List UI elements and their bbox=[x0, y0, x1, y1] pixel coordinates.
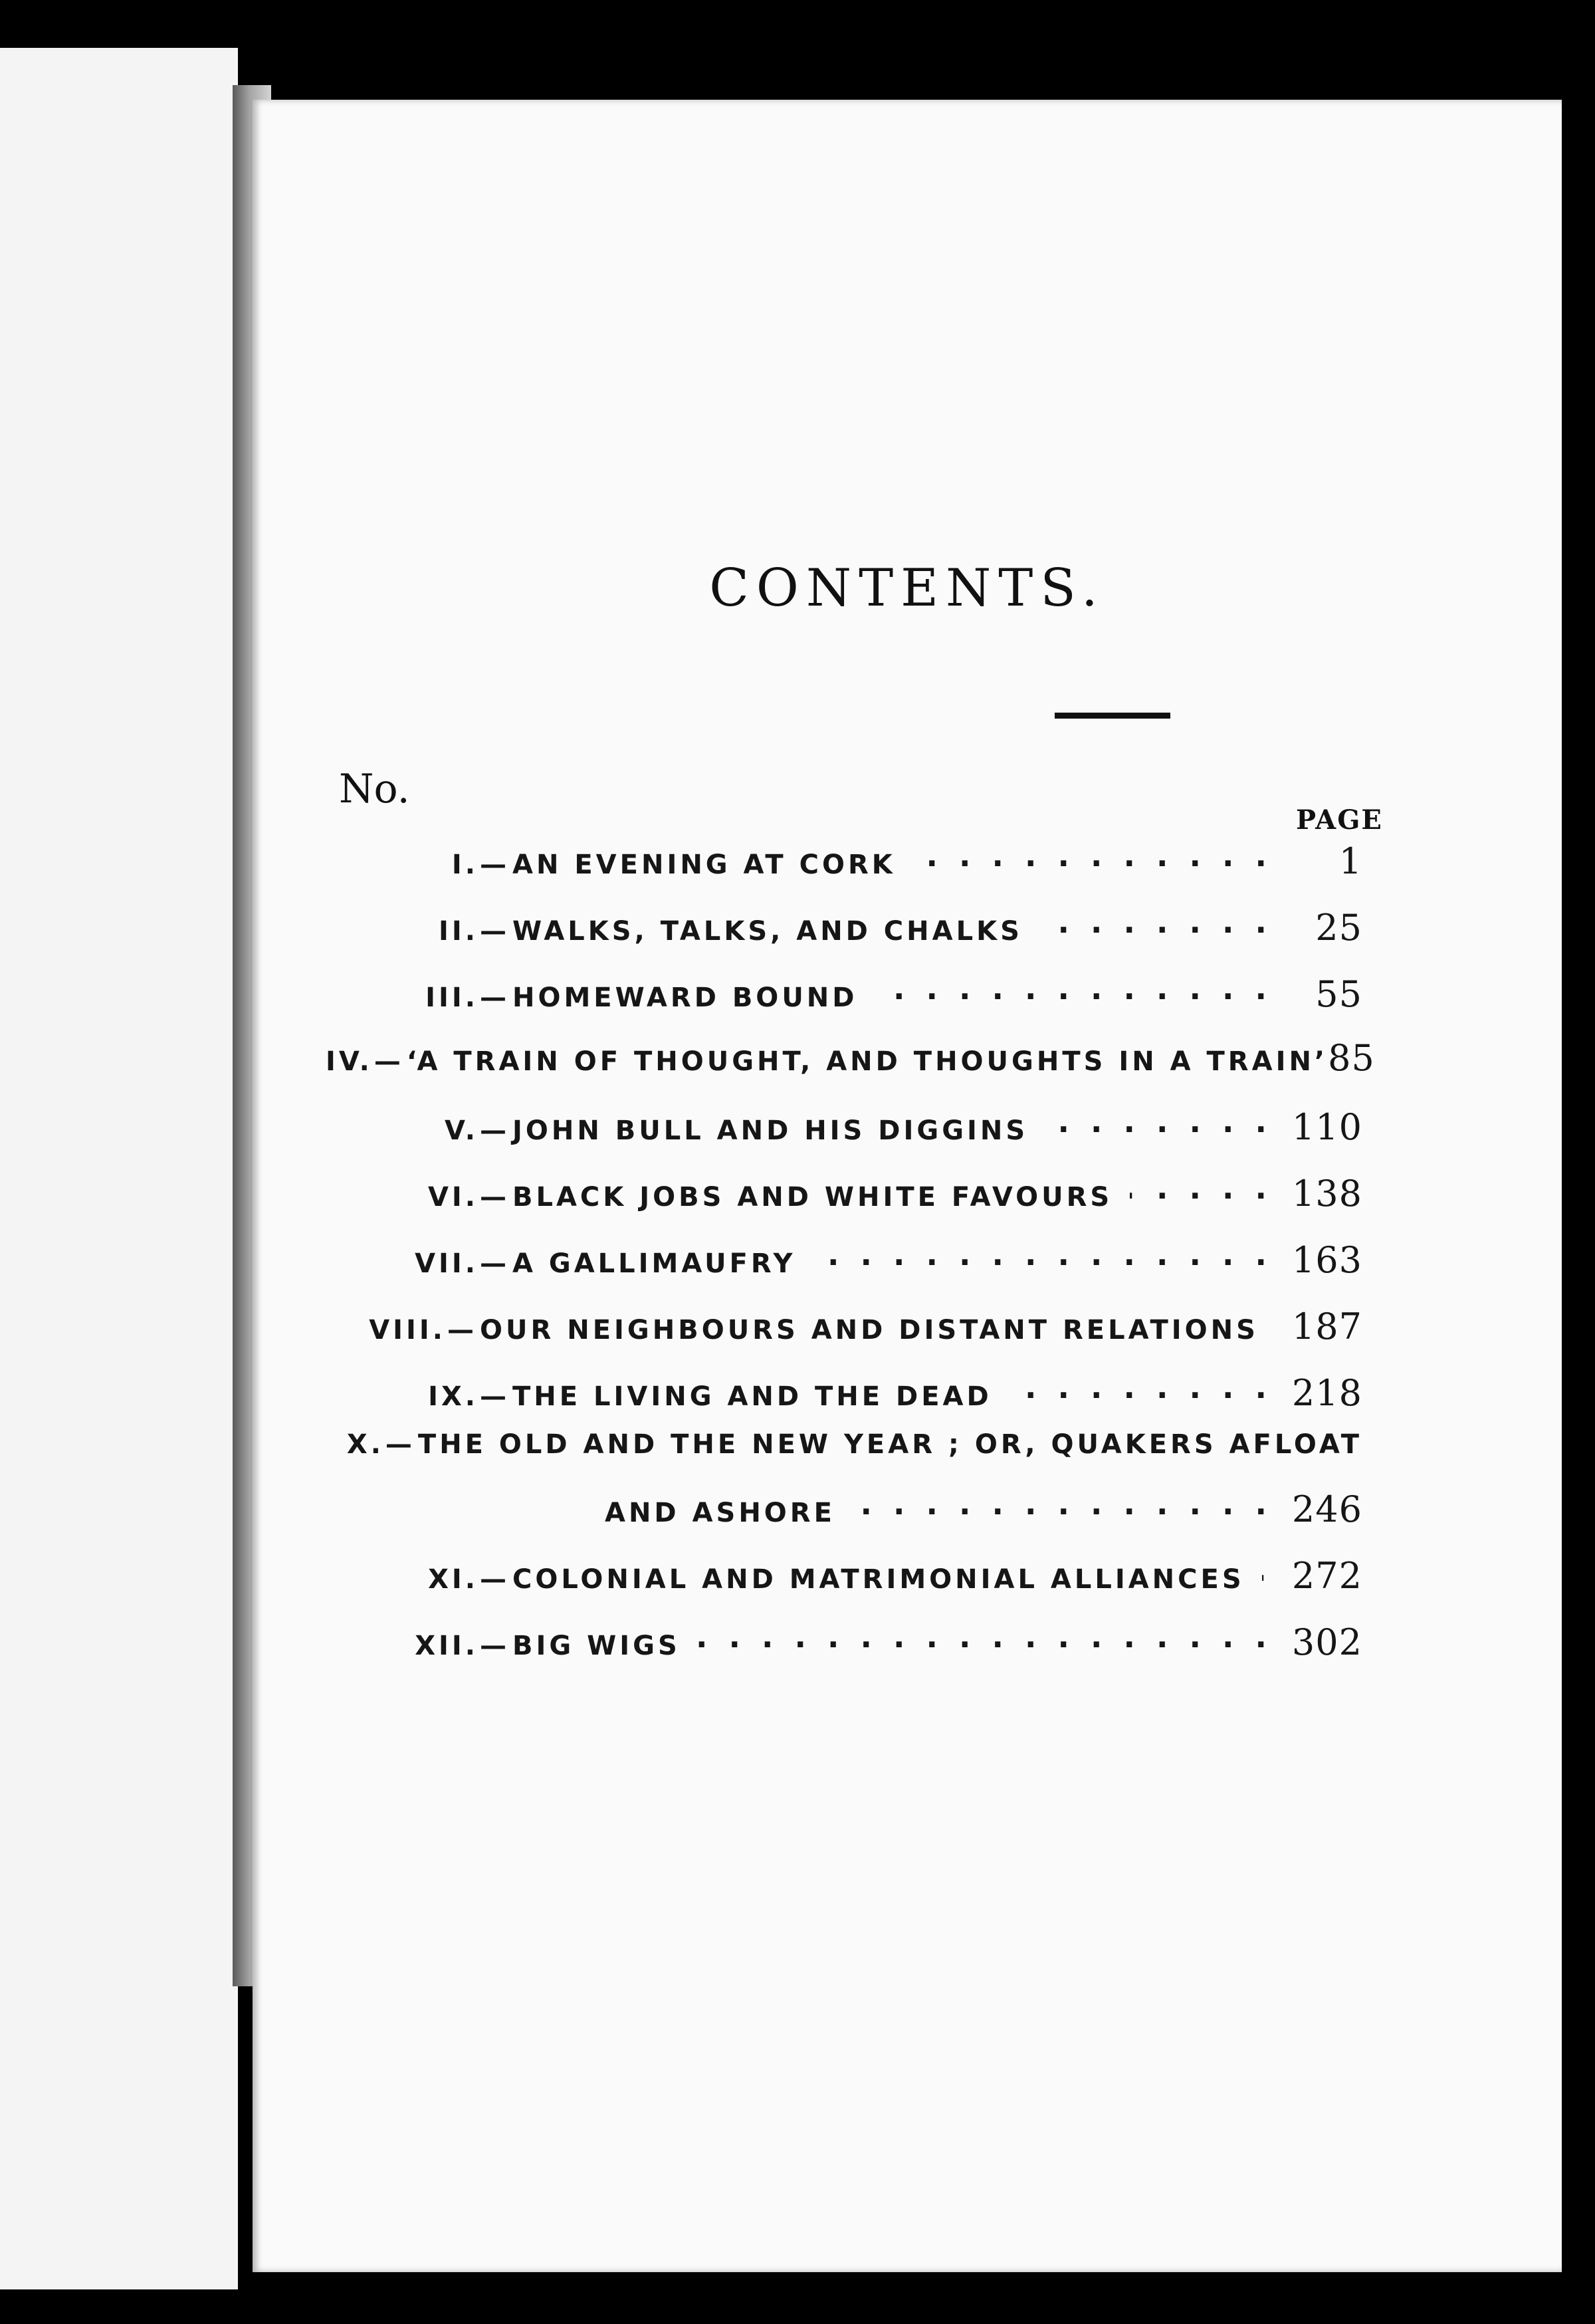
chapter-title: AN EVENING AT CORK bbox=[512, 850, 896, 880]
chapter-title: BIG WIGS bbox=[512, 1631, 681, 1661]
left-page-edge bbox=[0, 48, 238, 2289]
chapter-numeral: VIII. bbox=[369, 1315, 446, 1345]
chapter-title: THE OLD AND THE NEW YEAR ; OR, QUAKERS AFLOAT bbox=[417, 1429, 1362, 1460]
chapter-numeral: V. bbox=[445, 1115, 478, 1146]
chapter-title: A GALLIMAUFRY bbox=[512, 1248, 796, 1279]
chapter-title: OUR NEIGHBOURS AND DISTANT RELATIONS bbox=[480, 1315, 1259, 1345]
chapter-title: THE LIVING AND THE DEAD bbox=[512, 1381, 992, 1412]
contents-entry: X. — THE OLD AND THE NEW YEAR ; OR, QUAKERS AFLOAT bbox=[326, 1429, 1362, 1489]
page-number: 138 bbox=[1291, 1173, 1362, 1215]
chapter-numeral: VI. bbox=[427, 1182, 478, 1213]
contents-entry: III. — HOMEWARD BOUND . . 55 bbox=[326, 971, 1362, 1030]
dot-leader bbox=[1262, 1552, 1267, 1588]
page-number: 55 bbox=[1315, 973, 1362, 1015]
page-number: 272 bbox=[1291, 1555, 1362, 1597]
dot-leader bbox=[853, 1486, 1267, 1522]
contents-page bbox=[253, 100, 1562, 2272]
chapter-title-continued: AND ASHORE bbox=[605, 1498, 835, 1528]
contents-entry: IX. — THE LIVING AND THE DEAD . . 218 bbox=[326, 1369, 1362, 1429]
page-column-label: PAGE bbox=[1296, 804, 1383, 836]
chapter-numeral: XII. bbox=[415, 1631, 478, 1661]
number-column-label: No. bbox=[339, 766, 410, 812]
chapter-title: BLACK JOBS AND WHITE FAVOURS bbox=[512, 1182, 1113, 1213]
dot-leader bbox=[1040, 904, 1267, 940]
chapter-title: COLONIAL AND MATRIMONIAL ALLIANCES bbox=[512, 1564, 1245, 1595]
page-number: 246 bbox=[1291, 1488, 1362, 1530]
chapter-title: WALKS, TALKS, AND CHALKS bbox=[512, 916, 1023, 947]
chapter-numeral: VII. bbox=[415, 1248, 478, 1279]
page-number: 163 bbox=[1291, 1239, 1362, 1281]
chapter-numeral: I. bbox=[451, 850, 478, 880]
contents-entry: I. — AN EVENING AT CORK . . 1 bbox=[326, 838, 1362, 897]
page-number: 302 bbox=[1291, 1621, 1362, 1663]
page-number: 110 bbox=[1291, 1106, 1362, 1148]
page-number: 218 bbox=[1291, 1372, 1362, 1414]
contents-entry: XII. — BIG WIGS . . 302 bbox=[326, 1619, 1362, 1679]
contents-entry: IV. — ‘A TRAIN OF THOUGHT, AND THOUGHTS IN A TRAIN’ 85 bbox=[326, 1037, 1375, 1079]
dot-leader bbox=[1130, 1170, 1267, 1206]
contents-entry: VI. — BLACK JOBS AND WHITE FAVOURS . . 138 bbox=[326, 1170, 1362, 1230]
page-title: CONTENTS. bbox=[709, 558, 1105, 618]
chapter-numeral: XI. bbox=[428, 1564, 478, 1595]
dot-leader bbox=[813, 1236, 1267, 1272]
contents-entry: V. — JOHN BULL AND HIS DIGGINS . . 110 bbox=[326, 1104, 1362, 1163]
contents-list bbox=[253, 100, 1562, 2272]
contents-entry: II. — WALKS, TALKS, AND CHALKS . . 25 bbox=[326, 904, 1362, 964]
chapter-numeral: X. bbox=[346, 1429, 384, 1460]
chapter-title: ‘A TRAIN OF THOUGHT, AND THOUGHTS IN A TRAIN’ bbox=[406, 1046, 1329, 1077]
contents-entry: VIII. — OUR NEIGHBOURS AND DISTANT RELATIONS 187 bbox=[326, 1303, 1362, 1363]
dot-leader bbox=[913, 838, 1267, 873]
chapter-title: HOMEWARD BOUND bbox=[512, 983, 858, 1013]
chapter-numeral: IX. bbox=[428, 1381, 478, 1412]
chapter-numeral: II. bbox=[439, 916, 478, 947]
contents-entry: VII. — A GALLIMAUFRY . . 163 bbox=[326, 1236, 1362, 1296]
chapter-title: JOHN BULL AND HIS DIGGINS bbox=[512, 1115, 1029, 1146]
dot-leader bbox=[1010, 1369, 1267, 1405]
page-number: 85 bbox=[1328, 1037, 1375, 1079]
page-number: 25 bbox=[1315, 907, 1362, 949]
contents-entry-continued bbox=[326, 1486, 1362, 1546]
dot-leader bbox=[1045, 1104, 1267, 1139]
dot-leader bbox=[875, 971, 1267, 1006]
contents-entry: XI. — COLONIAL AND MATRIMONIAL ALLIANCES . . 272 bbox=[326, 1552, 1362, 1612]
chapter-numeral: IV. bbox=[326, 1046, 373, 1077]
dot-leader bbox=[698, 1619, 1267, 1655]
page-number: 187 bbox=[1291, 1306, 1362, 1347]
chapter-numeral: III. bbox=[425, 983, 478, 1013]
page-number: 1 bbox=[1338, 840, 1362, 882]
